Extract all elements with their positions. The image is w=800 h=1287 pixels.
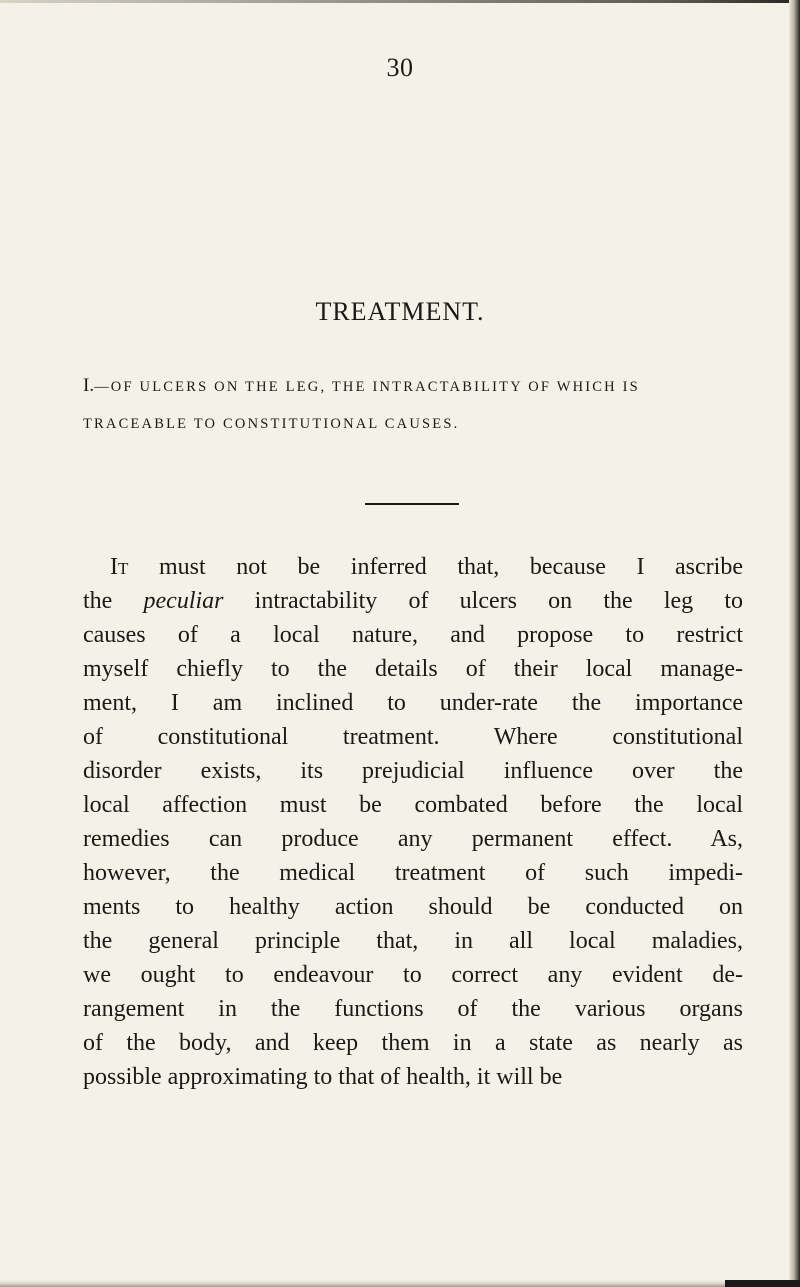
body-line: possible approximating to that of health, it will be bbox=[83, 1064, 563, 1090]
page-top-edge bbox=[0, 0, 790, 3]
body-line: rangement in the functions of the various organs bbox=[83, 996, 743, 1022]
body-line: the peculiar intractability of ulcers on the leg to bbox=[83, 588, 744, 614]
body-line: of the body, and keep them in a state as nearly as bbox=[83, 1030, 743, 1056]
body-line: ments to healthy action should be conducted on bbox=[83, 894, 743, 920]
page-corner-mark bbox=[725, 1280, 800, 1287]
drop-word: It bbox=[110, 554, 129, 580]
page-title: TREATMENT. bbox=[315, 297, 485, 326]
section-heading bbox=[83, 367, 743, 443]
section-heading-text: —OF ULCERS ON THE LEG, THE INTRACTABILITY OF WHICH IS TRACEABLE TO CONSTITUTIONAL CAUSES. bbox=[83, 379, 640, 432]
body-line: myself chiefly to the details of their local manage- bbox=[83, 656, 743, 682]
body-line: disorder exists, its prejudicial influence over the bbox=[83, 758, 743, 784]
body-line: the general principle that, in all local maladies, bbox=[83, 928, 743, 954]
body-paragraph bbox=[83, 550, 743, 1094]
body-line: remedies can produce any permanent effect. As, bbox=[83, 826, 743, 852]
section-numeral: I. bbox=[83, 375, 95, 396]
page-right-edge bbox=[789, 0, 800, 1287]
body-line: however, the medical treatment of such impedi- bbox=[83, 860, 743, 886]
body-line: local affection must be combated before the local bbox=[83, 792, 743, 818]
section-divider bbox=[365, 503, 459, 505]
body-line: we ought to endeavour to correct any evident de- bbox=[83, 962, 743, 988]
body-line: of constitutional treatment. Where constitutional bbox=[83, 724, 743, 750]
body-line: causes of a local nature, and propose to restrict bbox=[83, 622, 743, 648]
page-bottom-edge bbox=[0, 1280, 800, 1287]
page-number: 30 bbox=[386, 53, 414, 82]
body-line: It must not be inferred that, because I ascribe bbox=[110, 554, 743, 580]
body-line: ment, I am inclined to under-rate the importance bbox=[83, 690, 743, 716]
italic-emphasis: peculiar bbox=[143, 588, 224, 614]
